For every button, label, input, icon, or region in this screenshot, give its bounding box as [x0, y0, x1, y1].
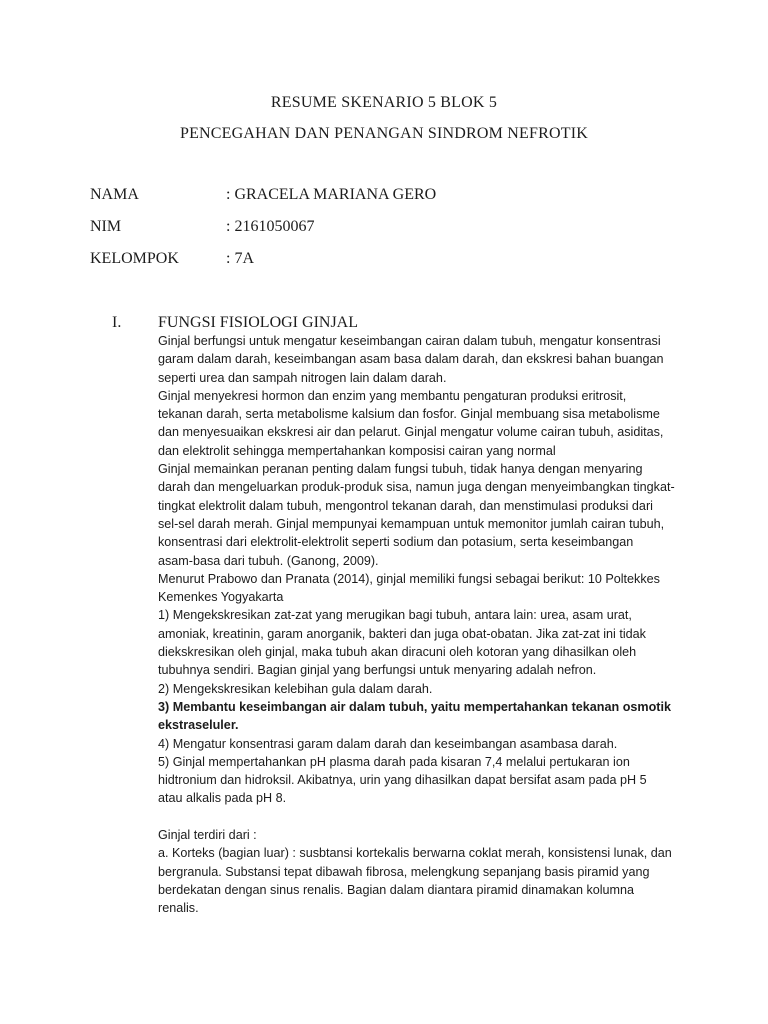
identity-value: : 7A: [226, 250, 254, 267]
body-text-line: ekstraseluler.: [158, 718, 239, 733]
body-text-line: Kemenkes Yogyakarta: [158, 590, 284, 605]
body-text-line: diekskresikan oleh ginjal, maka tubuh akan diracuni oleh kotoran yang dihasilkan oleh: [158, 645, 637, 660]
body-text-line: tekanan darah, serta metabolisme kalsium dan fosfor. Ginjal membuang sisa metabolisme: [158, 407, 660, 422]
body-text-line: seperti urea dan sampah nitrogen lain dalam darah.: [158, 370, 447, 385]
body-text-line: Menurut Prabowo dan Pranata (2014), ginjal memiliki fungsi sebagai berikut: 10 Poltekkes: [158, 571, 660, 586]
body-text-line: asam-basa dari tubuh. (Ganong, 2009).: [158, 553, 379, 568]
body-text-line: garam dalam darah, keseimbangan asam basa dalam darah, dan ekskresi bahan buangan: [158, 352, 664, 367]
body-text-line: tubuhnya sendiri. Bagian ginjal yang berfungsi untuk menyaring adalah nefron.: [158, 663, 597, 678]
body-text-line: tingkat elektrolit dalam tubuh, mengontrol tekanan darah, dan menstimulasi produksi dari: [158, 498, 653, 513]
body-text-line: sel-sel darah merah. Ginjal mempunyai kemampuan untuk memonitor jumlah cairan tubuh,: [158, 516, 665, 531]
identity-label: KELOMPOK: [90, 250, 179, 267]
identity-label: NAMA: [90, 186, 139, 203]
document-subtitle: PENCEGAHAN DAN PENANGAN SINDROM NEFROTIK: [179, 125, 588, 142]
body-text-line: 2) Mengekskresikan kelebihan gula dalam darah.: [158, 681, 433, 696]
body-text-line: 3) Membantu keseimbangan air dalam tubuh, yaitu mempertahankan tekanan osmotik: [158, 699, 671, 714]
identity-value: : 2161050067: [226, 218, 315, 235]
document-title: RESUME SKENARIO 5 BLOK 5: [270, 94, 498, 111]
identity-label: NIM: [90, 218, 122, 235]
body-text-line: 4) Mengatur konsentrasi garam dalam darah dan keseimbangan asambasa darah.: [158, 736, 618, 751]
blank-line: [158, 808, 678, 826]
body-text-line: dan menyesuaikan ekskresi air dan pelarut. Ginjal mengatur volume cairan tubuh, asiditas,: [158, 425, 664, 440]
body-text-line: 1) Mengekskresikan zat-zat yang merugikan bagi tubuh, antara lain: urea, asam urat,: [158, 608, 632, 623]
body-text-line: atau alkalis pada pH 8.: [158, 791, 287, 806]
body-text-line: konsentrasi dari elektrolit-elektrolit seperti sodium dan potasium, serta keseimbangan: [158, 535, 634, 550]
body-text-line: Ginjal terdiri dari :: [158, 828, 257, 843]
body-text-line: a. Korteks (bagian luar) : susbtansi kortekalis berwarna coklat merah, konsistensi lunak, dan: [158, 846, 672, 861]
identity-value: : GRACELA MARIANA GERO: [226, 186, 437, 203]
body-text-line: renalis.: [158, 901, 199, 916]
body-text-line: Ginjal memainkan peranan penting dalam fungsi tubuh, tidak hanya dengan menyaring: [158, 462, 643, 477]
body-text-line: berdekatan dengan sinus renalis. Bagian dalam diantara piramid dinamakan kolumna: [158, 882, 635, 897]
body-text-line: dan elektrolit sehingga mempertahankan komposisi cairan yang normal: [158, 443, 556, 458]
section-title: FUNGSI FISIOLOGI GINJAL: [158, 314, 358, 331]
body-text-line: Ginjal menyekresi hormon dan enzim yang membantu pengaturan produksi eritrosit,: [158, 388, 627, 403]
body-text-line: bergranula. Substansi tepat dibawah fibrosa, melengkung sepanjang basis piramid yang: [158, 864, 650, 879]
body-text-line: darah dan mengeluarkan produk-produk sisa, namun juga dengan menyeimbangkan tingkat-: [158, 480, 675, 495]
body-text-line: hidtronium dan hidroksil. Akibatnya, urin yang dihasilkan dapat bersifat asam pada pH 5: [158, 773, 647, 788]
body-text-line: Ginjal berfungsi untuk mengatur keseimbangan cairan dalam tubuh, mengatur konsentrasi: [158, 334, 661, 348]
body-text-line: amoniak, kreatinin, garam anorganik, bakteri dan juga obat-obatan. Jika zat-zat ini tidak: [158, 626, 646, 641]
body-text-line: 5) Ginjal mempertahankan pH plasma darah pada kisaran 7,4 melalui pertukaran ion: [158, 754, 630, 769]
section-body: [158, 332, 678, 918]
section-number: I.: [112, 314, 122, 331]
